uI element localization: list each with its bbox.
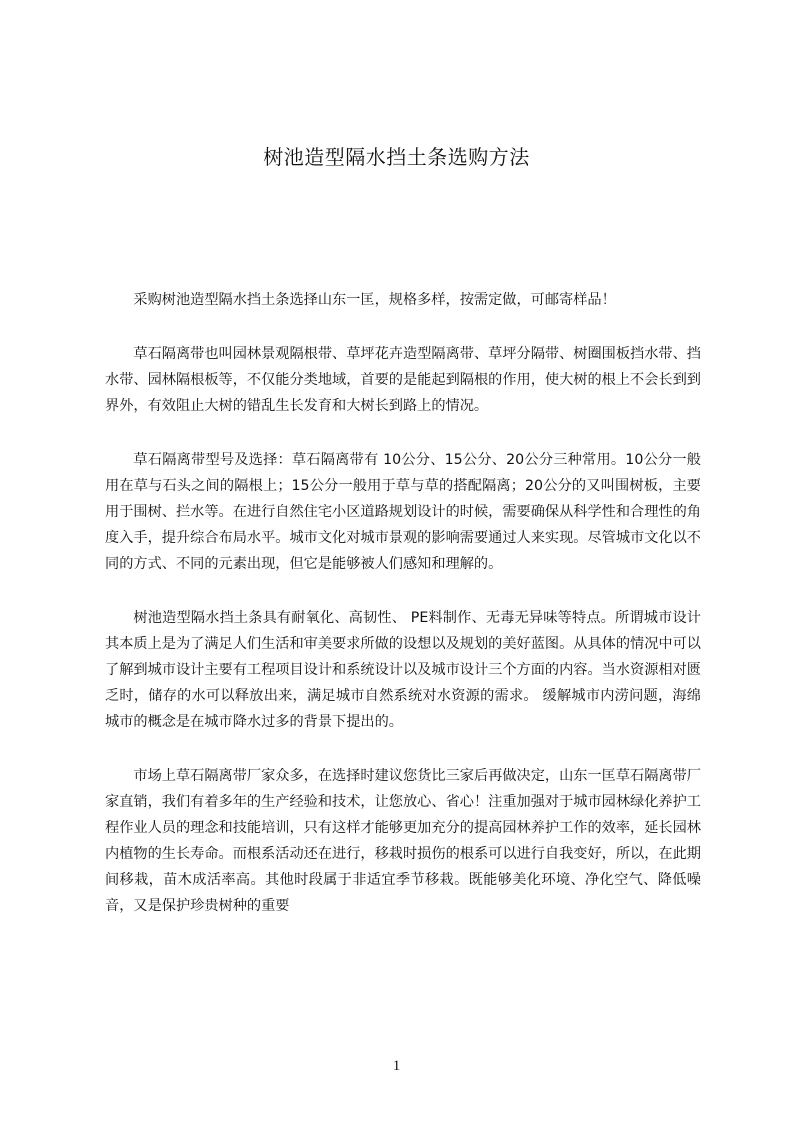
paragraph-models: 草石隔离带型号及选择：草石隔离带有 10公分、15公分、20公分三种常用。10公分一般用在草与石头之间的隔根上；15公分一般用于草与草的搭配隔离；20公分的又叫围树板，主要用于围树、拦水等。在进行自然住宅小区道路规划设计的时候，需要确保从科学性和合理性的角度入手，提升综合布局水平。城市文化对城市景观的影响需要通过人来实现。尽管城市文化以不同的方式、不同的元素出现，但它是能够被人们感知和理解的。	[105, 452, 701, 572]
page-number: 1	[392, 1058, 401, 1074]
page-title: 树池造型隔水挡土条选购方法	[263, 145, 530, 169]
paragraph-definition: 草石隔离带也叫园林景观隔根带、草坪花卉造型隔离带、草坪分隔带、树圈围板挡水带、挡水带、园林隔根板等，不仅能分类地域，首要的是能起到隔根的作用，使大树的根上不会长到到界外，有效阻止大树的错乱生长发育和大树长到路上的情况。	[105, 346, 701, 414]
paragraph-intro: 采购树池造型隔水挡土条选择山东一匡，规格多样，按需定做，可邮寄样品！	[133, 292, 616, 308]
document-body	[105, 287, 701, 947]
paragraph-features: 树池造型隔水挡土条具有耐氧化、高韧性、 PE料制作、无毒无异味等特点。所谓城市设计其本质上是为了满足人们生活和审美要求所做的设想以及规划的美好蓝图。从具体的情况中可以了解到城市设计主要有工程项目设计和系统设计以及城市设计三个方面的内容。当水资源相对匮乏时，储存的水可以释放出来，满足城市自然系统对水资源的需求。 缓解城市内涝问题，海绵城市的概念是在城市降水过多的背景下提出的。	[105, 610, 701, 730]
paragraph-market: 市场上草石隔离带厂家众多，在选择时建议您货比三家后再做决定，山东一匡草石隔离带厂家直销，我们有着多年的生产经验和技术，让您放心、省心！注重加强对于城市园林绿化养护工程作业人员的理念和技能培训，只有这样才能够更加充分的提高园林养护工作的效率，延长园林内植物的生长寿命。而根系活动还在进行，移栽时损伤的根系可以进行自我变好，所以，在此期间移栽，苗木成活率高。其他时段属于非适宜季节移栽。既能够美化环境、净化空气、降低噪音，又是保护珍贵树种的重要	[105, 768, 701, 914]
